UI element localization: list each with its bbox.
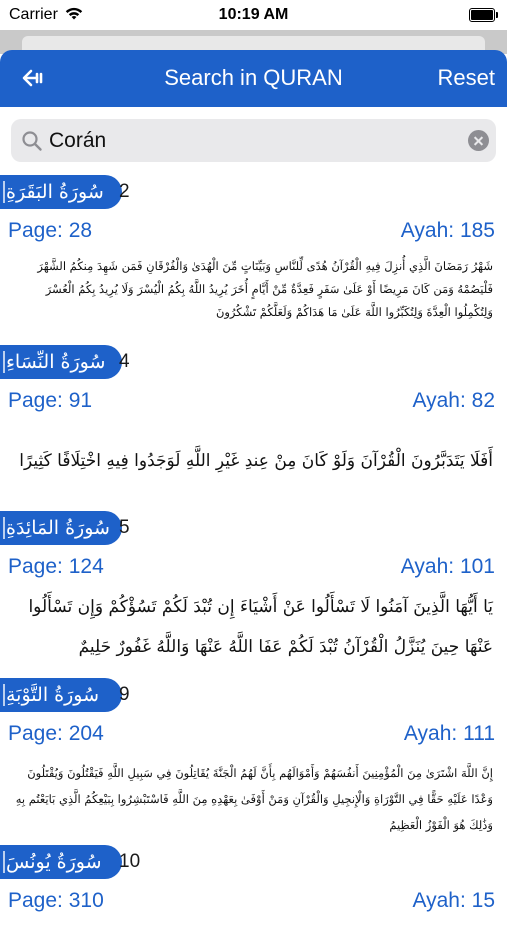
surah-number: 4 (119, 351, 130, 372)
surah-number: 10 (119, 851, 141, 872)
page-label: Page: 310 (8, 889, 104, 912)
surah-name: سُورَةُ المَائِدَةِ (6, 517, 110, 539)
navigation-bar (0, 50, 507, 107)
ayah-label: Ayah: 15 (412, 889, 495, 912)
ayah-text: شَهْرُ رَمَضَانَ الَّذِي أُنزِلَ فِيهِ الْقُرْآنُ هُدًى لِّلنَّاسِ وَبَيِّنَاتٍ مِّنَ الْهُدَىٰ وَالْفُرْقَانِ فَمَن شَهِدَ مِنكُمُ الشَّهْرَ فَلْيَصُمْهُ وَمَن كَانَ مَرِيضًا أَوْ عَلَىٰ سَفَرٍ فَعِدَّةٌ مِّنْ أَيَّامٍ أُخَرَ يُرِيدُ اللَّهُ بِكُمُ الْيُسْرَ وَلَا يُرِيدُ بِكُمُ الْعُسْرَ وَلِتُكْمِلُوا الْعِدَّةَ وَلِتُكَبِّرُوا اللَّهَ عَلَىٰ مَا هَدَاكُمْ وَلَعَلَّكُمْ تَشْكُرُونَ (37, 259, 493, 319)
ayah-label: Ayah: 111 (403, 722, 495, 745)
surah-badge (0, 845, 122, 879)
result-item[interactable] (0, 343, 507, 509)
result-item[interactable] (0, 173, 507, 343)
battery-icon (469, 8, 495, 22)
result-item[interactable] (0, 676, 507, 843)
ayah-text: أَفَلَا يَتَدَبَّرُونَ الْقُرْآنَ وَلَوْ كَانَ مِنْ عِندِ غَيْرِ اللَّهِ لَوَجَدُوا فِيهِ اخْتِلَافًا كَثِيرًا (19, 451, 493, 471)
carrier-label: Carrier (9, 6, 58, 23)
status-bar (0, 0, 507, 30)
result-item[interactable] (0, 843, 507, 933)
surah-badge (0, 175, 122, 209)
results-list[interactable] (0, 173, 507, 912)
page-label: Page: 124 (8, 555, 104, 578)
surah-name: سُورَةُ النِّسَاءِ (6, 351, 106, 373)
search-input[interactable] (49, 128, 449, 154)
surah-badge (0, 345, 122, 379)
result-item[interactable] (0, 509, 507, 676)
ayah-label: Ayah: 82 (412, 389, 495, 412)
ayah-label: Ayah: 101 (400, 555, 495, 578)
reset-button[interactable]: Reset (437, 65, 495, 90)
ayah-text: إِنَّ اللَّهَ اشْتَرَىٰ مِنَ الْمُؤْمِنِينَ أَنفُسَهُمْ وَأَمْوَالَهُم بِأَنَّ لَهُمُ الْجَنَّةَ يُقَاتِلُونَ فِي سَبِيلِ اللَّهِ فَيَقْتُلُونَ وَيُقْتَلُونَ وَعْدًا عَلَيْهِ حَقًّا فِي التَّوْرَاةِ وَالْإِنجِيلِ وَالْقُرْآنِ وَمَنْ أَوْفَىٰ بِعَهْدِهِ مِنَ اللَّهِ فَاسْتَبْشِرُوا بِبَيْعِكُمُ الَّذِي بَايَعْتُم بِهِ وَذَٰلِكَ هُوَ الْفَوْزُ الْعَظِيمُ (15, 766, 493, 832)
search-icon (21, 130, 43, 152)
search-bar (11, 119, 496, 162)
surah-badge (0, 678, 122, 712)
surah-number: 5 (119, 517, 130, 538)
surah-name: سُورَةُ التَّوْبَةِ (6, 684, 99, 706)
clock: 10:19 AM (218, 6, 289, 23)
clear-search-icon[interactable] (468, 130, 489, 151)
surah-name: سُورَةُ البَقَرَةِ (6, 181, 104, 203)
ayah-label: Ayah: 185 (400, 219, 495, 242)
page-title: Search in QURAN (164, 65, 343, 90)
page-label: Page: 204 (8, 722, 104, 745)
ayah-text: يَا أَيُّهَا الَّذِينَ آمَنُوا لَا تَسْأَلُوا عَنْ أَشْيَاءَ إِن تُبْدَ لَكُمْ تَسُؤْكُمْ وَإِن تَسْأَلُوا عَنْهَا حِينَ يُنَزَّلُ الْقُرْآنُ تُبْدَ لَكُمْ عَفَا اللَّهُ عَنْهَا وَاللَّهُ غَفُورٌ حَلِيمٌ (28, 597, 493, 657)
surah-number: 9 (119, 684, 130, 705)
search-area (0, 107, 507, 173)
surah-number: 2 (119, 181, 130, 202)
surah-badge (0, 511, 122, 545)
page-label: Page: 91 (8, 389, 93, 412)
surah-name: سُورَةُ يُونُسَ (6, 851, 102, 873)
page-label: Page: 28 (8, 219, 93, 242)
